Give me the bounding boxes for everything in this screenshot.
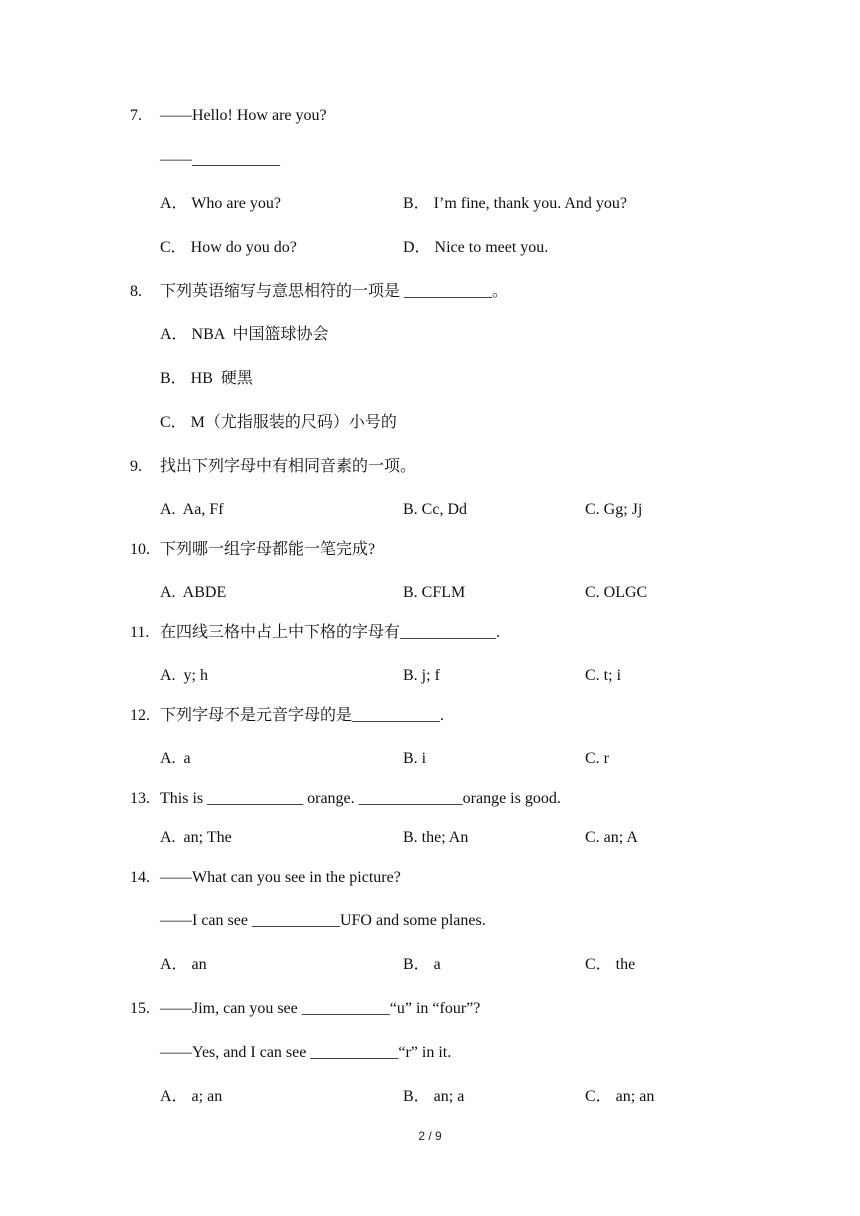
question-number: 13. [130,790,150,807]
question-number: 9. [130,458,142,475]
option-a: A． an [160,956,207,973]
option-c: C. t; i [585,667,622,684]
option-a: A. y; h [160,667,208,684]
option-c: C. an; A [585,829,638,846]
option-b: B. i [403,750,427,767]
option-b: B． an; a [403,1088,465,1105]
option-a: A． NBA 中国篮球协会 [160,326,329,343]
option-c: C． the [585,956,636,973]
question-stem: 下列字母不是元音字母的是___________. [160,707,445,724]
option-a: A. a [160,750,191,767]
option-c: C. OLGC [585,584,648,601]
option-c: C. Gg; Jj [585,501,643,518]
option-b: B. Cc, Dd [403,501,467,518]
question-number: 12. [130,707,150,724]
question-number: 8. [130,283,142,300]
question-number: 11. [130,624,150,641]
option-b: B. the; An [403,829,469,846]
question-stem: ——Hello! How are you? [160,107,327,124]
option-a: A． Who are you? [160,195,282,212]
question-stem: 在四线三格中占上中下格的字母有____________. [160,624,501,641]
question-number: 15. [130,1000,150,1017]
option-c: C． an; an [585,1088,655,1105]
question-stem: ——What can you see in the picture? [160,869,401,886]
option-b: B． HB 硬黑 [160,370,253,387]
question-stem: 下列英语缩写与意思相符的一项是 ___________。 [160,283,509,300]
page-number: 2 / 9 [418,1129,442,1143]
option-c: C. r [585,750,609,767]
question-number: 14. [130,869,150,886]
answer-line: ——I can see ___________UFO and some planes. [160,912,486,929]
question-number: 7. [130,107,142,124]
option-a: A. an; The [160,829,232,846]
question-number: 10. [130,541,150,558]
option-a: A. ABDE [160,584,227,601]
option-c: C． How do you do? [160,239,297,256]
option-b: B. j; f [403,667,440,684]
option-a: A. Aa, Ff [160,501,224,518]
option-d: D． Nice to meet you. [403,239,549,256]
question-stem: This is ____________ orange. _____________orange is good. [160,790,561,807]
question-stem: 找出下列字母中有相同音素的一项。 [160,458,417,475]
option-b: B. CFLM [403,584,466,601]
answer-line: ——___________ [160,151,280,168]
question-stem: ——Jim, can you see ___________“u” in “four”? [160,1000,481,1017]
option-a: A． a; an [160,1088,223,1105]
option-b: B． I’m fine, thank you. And you? [403,195,627,212]
option-b: B． a [403,956,441,973]
question-stem: 下列哪一组字母都能一笔完成? [160,541,376,558]
answer-line: ——Yes, and I can see ___________“r” in it. [160,1044,452,1061]
option-c: C． M（尤指服装的尺码）小号的 [160,414,397,431]
